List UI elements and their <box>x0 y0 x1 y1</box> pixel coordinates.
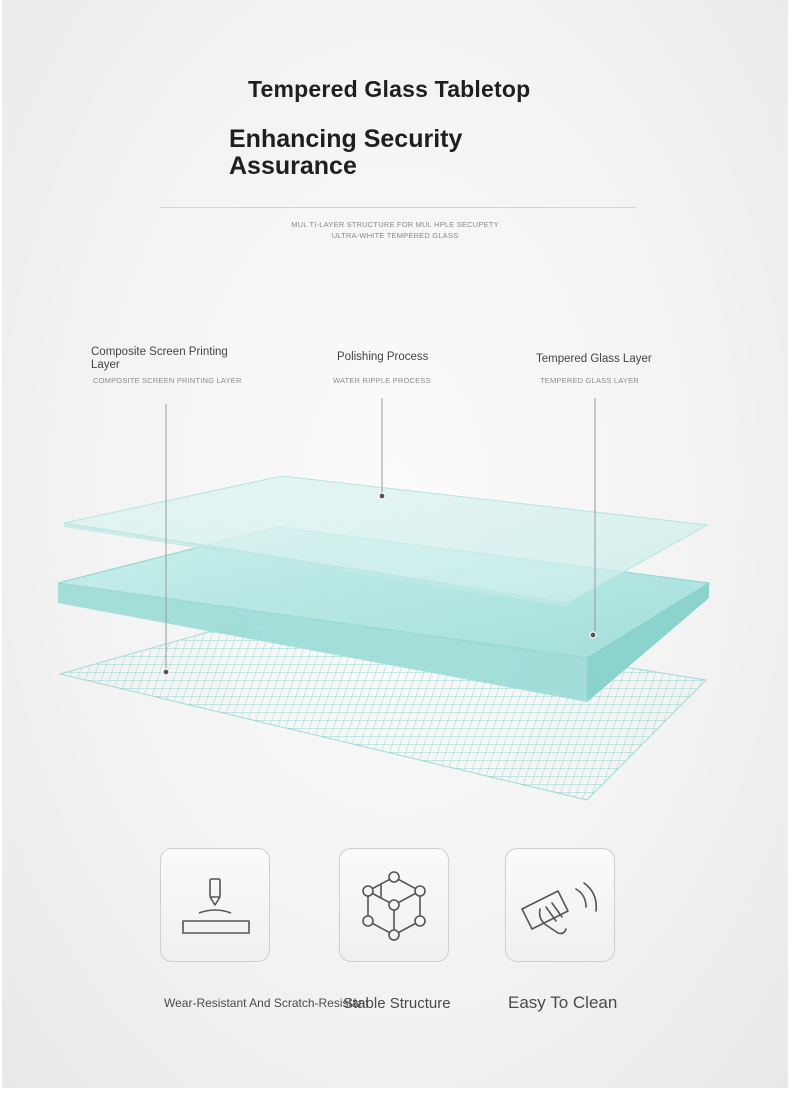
subtitle-line-1: MUL TI-LAYER STRUCTURE FOR MUL HPLE SECUPETY <box>291 220 499 229</box>
label-screen-printing-sub: COMPOSITE SCREEN PRINTING LAYER <box>93 376 242 385</box>
product-panel <box>2 0 788 1088</box>
label-screen-printing: Composite Screen Printing Layer <box>91 346 228 371</box>
feature-label-wear-resistant: Wear-Resistant And Scratch-Resistant <box>164 996 369 1010</box>
label-tempered-glass-sub: TEMPERED GLASS LAYER <box>540 376 639 385</box>
subtitle-line-2: ULTRA-WHITE TEMPERED GLASS <box>331 231 459 240</box>
feature-label-easy-clean: Easy To Clean <box>508 993 618 1012</box>
headline: Enhancing Security Assurance <box>229 125 463 180</box>
laser-engraving-icon <box>161 849 271 963</box>
feature-label-stable-structure: Stable Structure <box>343 995 451 1012</box>
page-title: Tempered Glass Tabletop <box>248 76 531 102</box>
feature-card-easy-clean <box>505 848 615 962</box>
label-polishing: Polishing Process <box>337 351 429 363</box>
feature-card-wear-resistant <box>160 848 270 962</box>
hand-wiping-icon <box>506 849 616 963</box>
cube-structure-icon <box>340 849 450 963</box>
label-polishing-sub: WATER RIPPLE PROCESS <box>333 376 431 385</box>
label-tempered-glass: Tempered Glass Layer <box>536 353 652 365</box>
feature-card-stable-structure <box>339 848 449 962</box>
